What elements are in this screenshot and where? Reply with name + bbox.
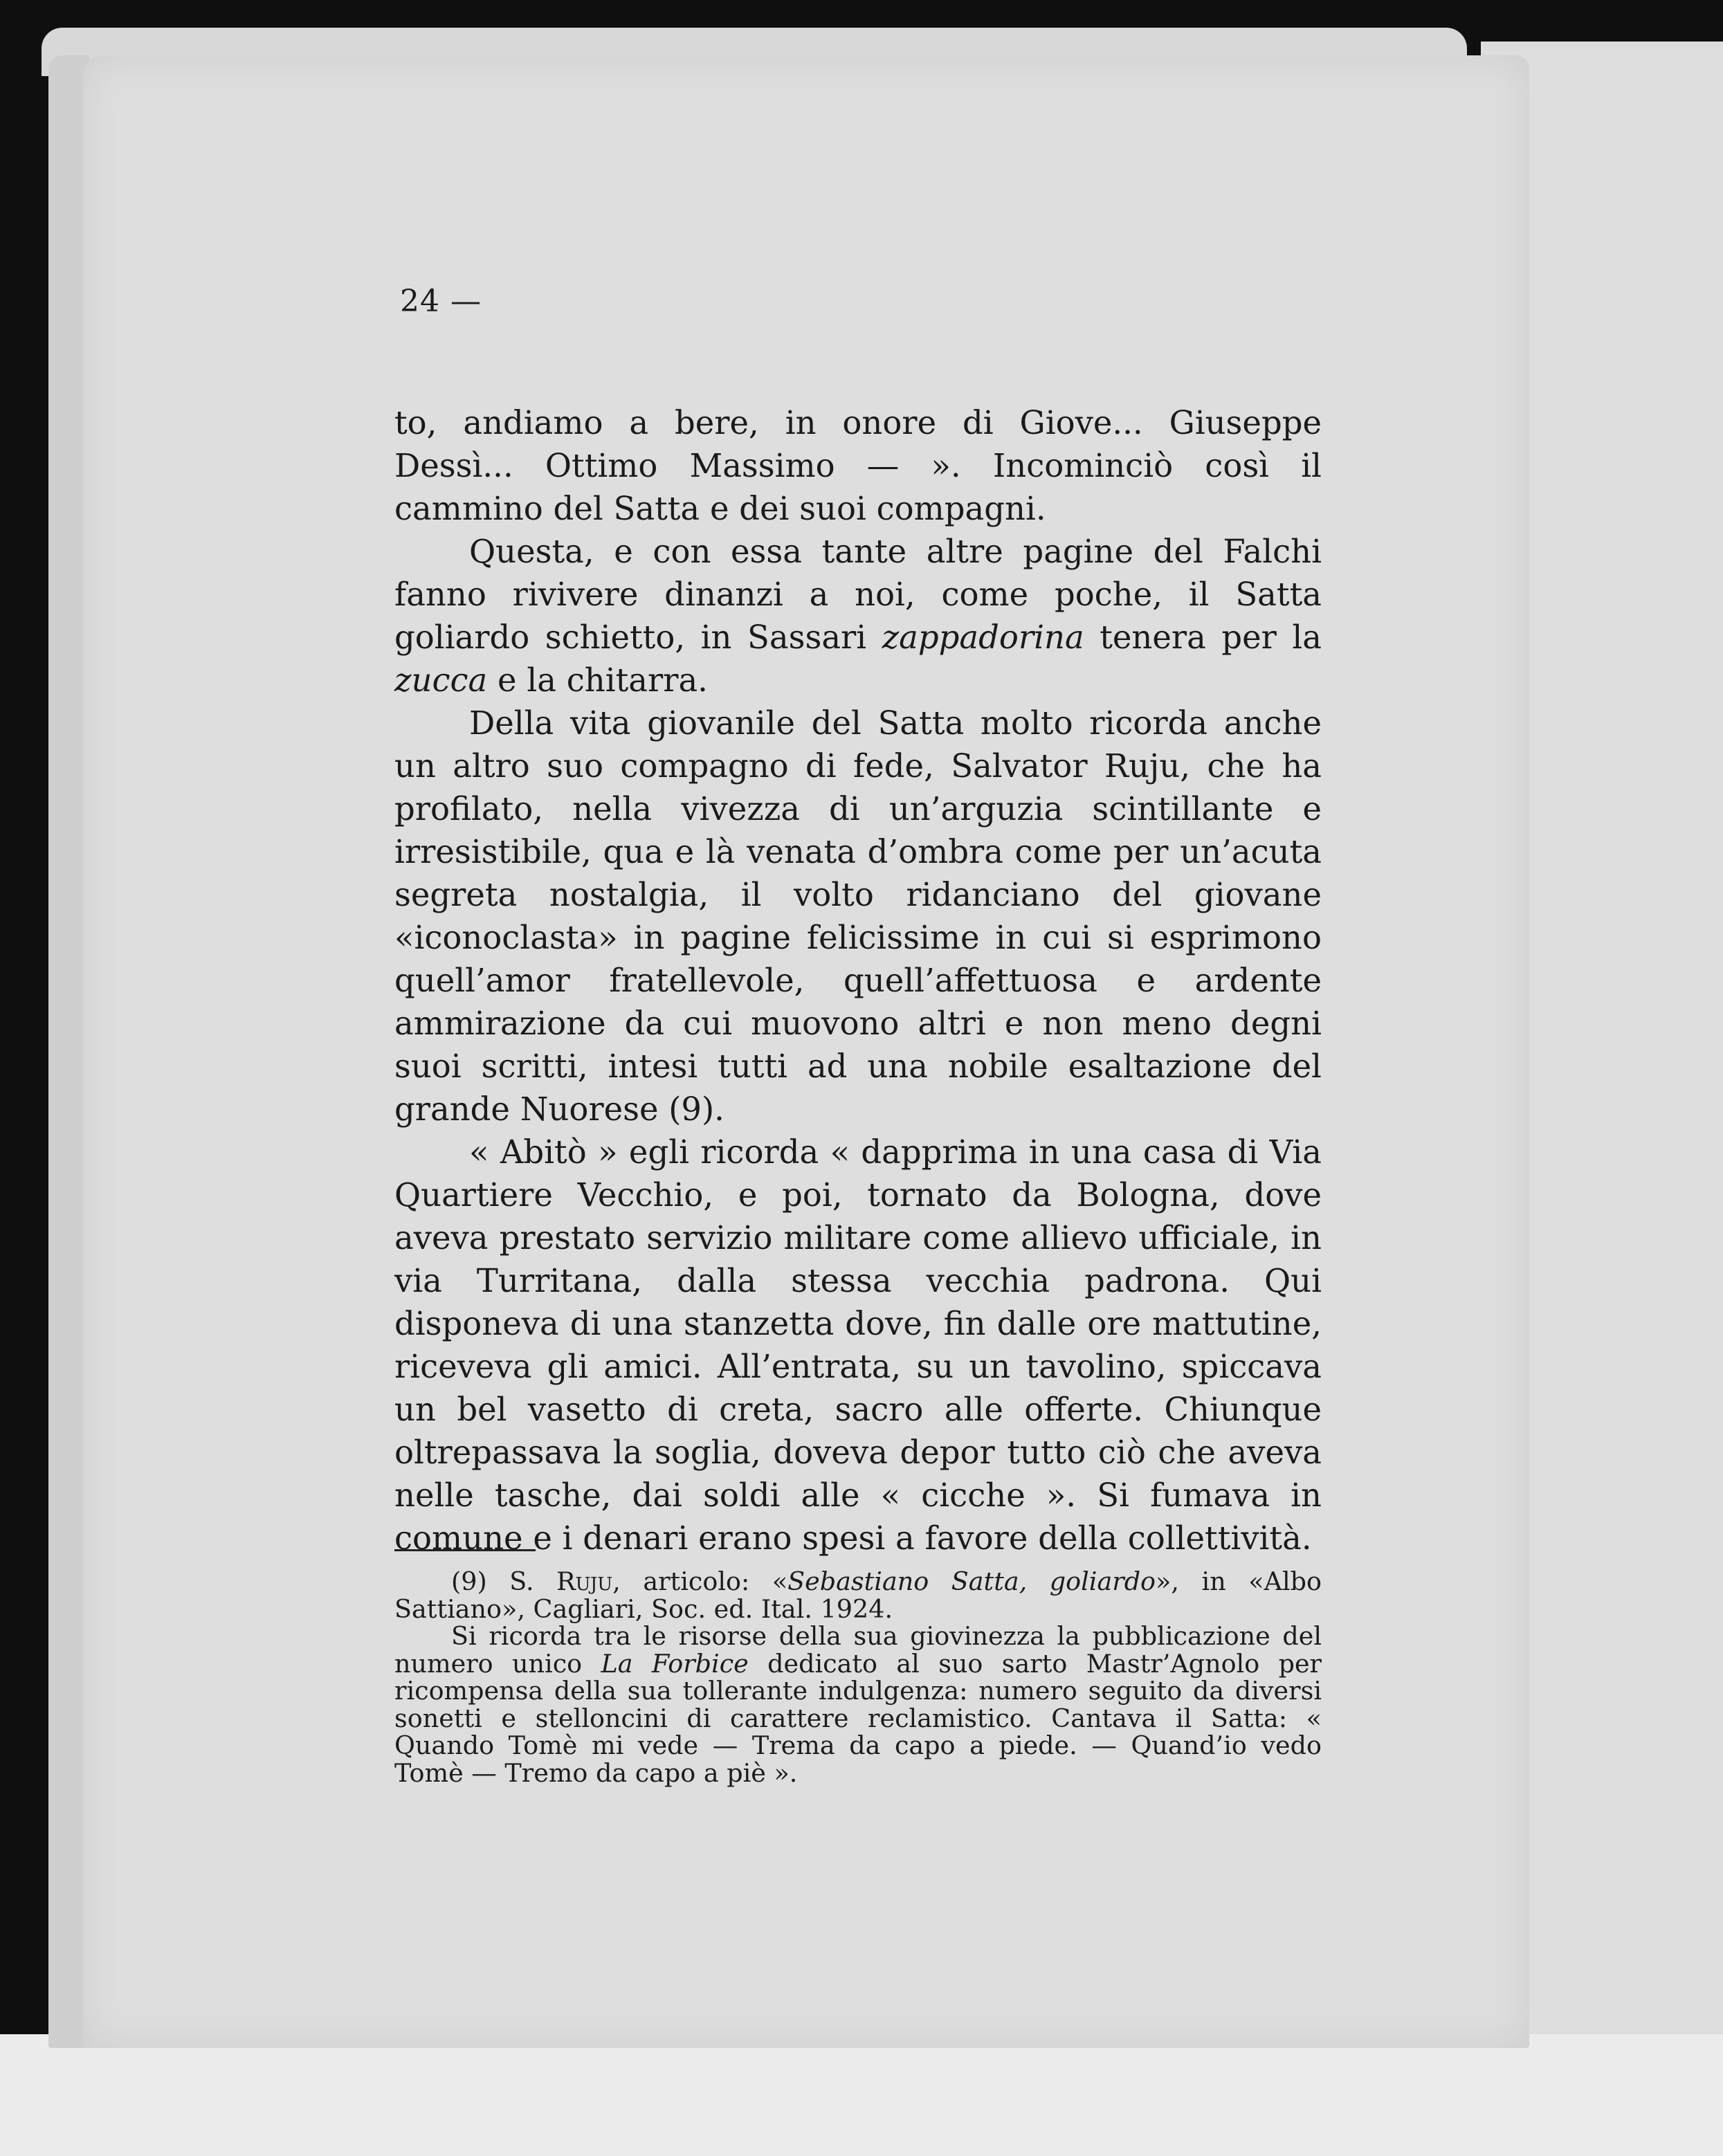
footnote-author: Ruju,	[556, 1566, 621, 1596]
footnote-publication-title: La Forbice	[601, 1648, 749, 1679]
paragraph-4: « Abitò » egli ricorda « dapprima in una casa di Via Quartiere Vecchio, e poi, tornato da Bologna, dove aveva prestato servizio militare come allievo ufficiale, in via Turritana, dalla stessa vecchia padrona. Qui disponeva di una stanzetta dove, fin dalle ore mattutine, riceveva gli amici. All’entrata, su un tavolino, spiccava un bel vasetto di creta, sacro alle offerte. Chiunque oltrepassava la soglia, doveva depor tutto ciò che aveva nelle tasche, dai soldi alle « cicche ». Si fumava in comune e i denari erano spesi a favore della collettività.	[394, 1133, 1322, 1557]
scan-background	[0, 2034, 1723, 2156]
paragraph-1: to, andiamo a bere, in onore di Giove... Giuseppe Dessì... Ottimo Massimo — ». Incominciò così il cammino del Satta e dei suoi compagni.	[394, 404, 1322, 527]
main-text	[394, 401, 1322, 1560]
footnote-separator	[394, 1549, 536, 1551]
page-number: 24 —	[400, 284, 482, 319]
footnote-article-title: Sebastiano Satta, goliardo	[787, 1566, 1156, 1596]
italic-zucca: zucca	[394, 661, 488, 699]
paragraph-2	[394, 530, 1322, 702]
footnote-cont-text-a: Si ricorda tra le risorse della sua giovinezza la pubblicazione del numero unico	[394, 1621, 1322, 1679]
paragraph-2-text-c: tenera per la	[1084, 619, 1322, 656]
paragraph-3: Della vita giovanile del Satta molto ricorda anche un altro suo compagno di fede, Salvator Ruju, che ha profilato, nella vivezza di un’arguzia scintillante e irresistibile, qua e là venata d’ombra come per un’acuta segreta nostalgia, il volto ridanciano del giovane «iconoclasta» in pagine felicissime in cui si esprimono quell’amor fratellevole, quell’affettuosa e ardente ammirazione da cui muovono altri e non meno degni suoi scritti, intesi tutti ad una nobile esaltazione del grande Nuorese (9).	[394, 704, 1322, 1128]
footnote-cont-text-b: dedicato al suo sarto Mastr’Agnolo per ricompensa della sua tollerante indulgenza: numero seguito da diversi sonetti e stelloncini di carattere reclamistico. Cantava il Satta: « Quando Tomè mi vede — Trema da capo a piede. — Quand’io vedo Tomè — Tremo da capo a piè ».	[394, 1648, 1322, 1788]
paragraph-2-text-a: Questa, e con essa tante altre pagine del Falchi fanno rivivere dinanzi a noi, come poche, il Satta goliardo schietto, in Sassari	[394, 533, 1322, 656]
footnote-9	[394, 1568, 1322, 1623]
italic-zappadorina: zappadorina	[882, 619, 1084, 656]
footnote-9-text-c: », in «Albo Sattiano», Cagliari, Soc. ed. Ital. 1924.	[394, 1566, 1322, 1624]
footnotes	[394, 1568, 1322, 1787]
footnote-9-text-b: articolo: «	[620, 1566, 788, 1596]
footnote-9-text-a: (9) S.	[451, 1566, 557, 1596]
paragraph-2-text-e: e la chitarra.	[487, 661, 708, 699]
footnote-continuation	[394, 1623, 1322, 1787]
